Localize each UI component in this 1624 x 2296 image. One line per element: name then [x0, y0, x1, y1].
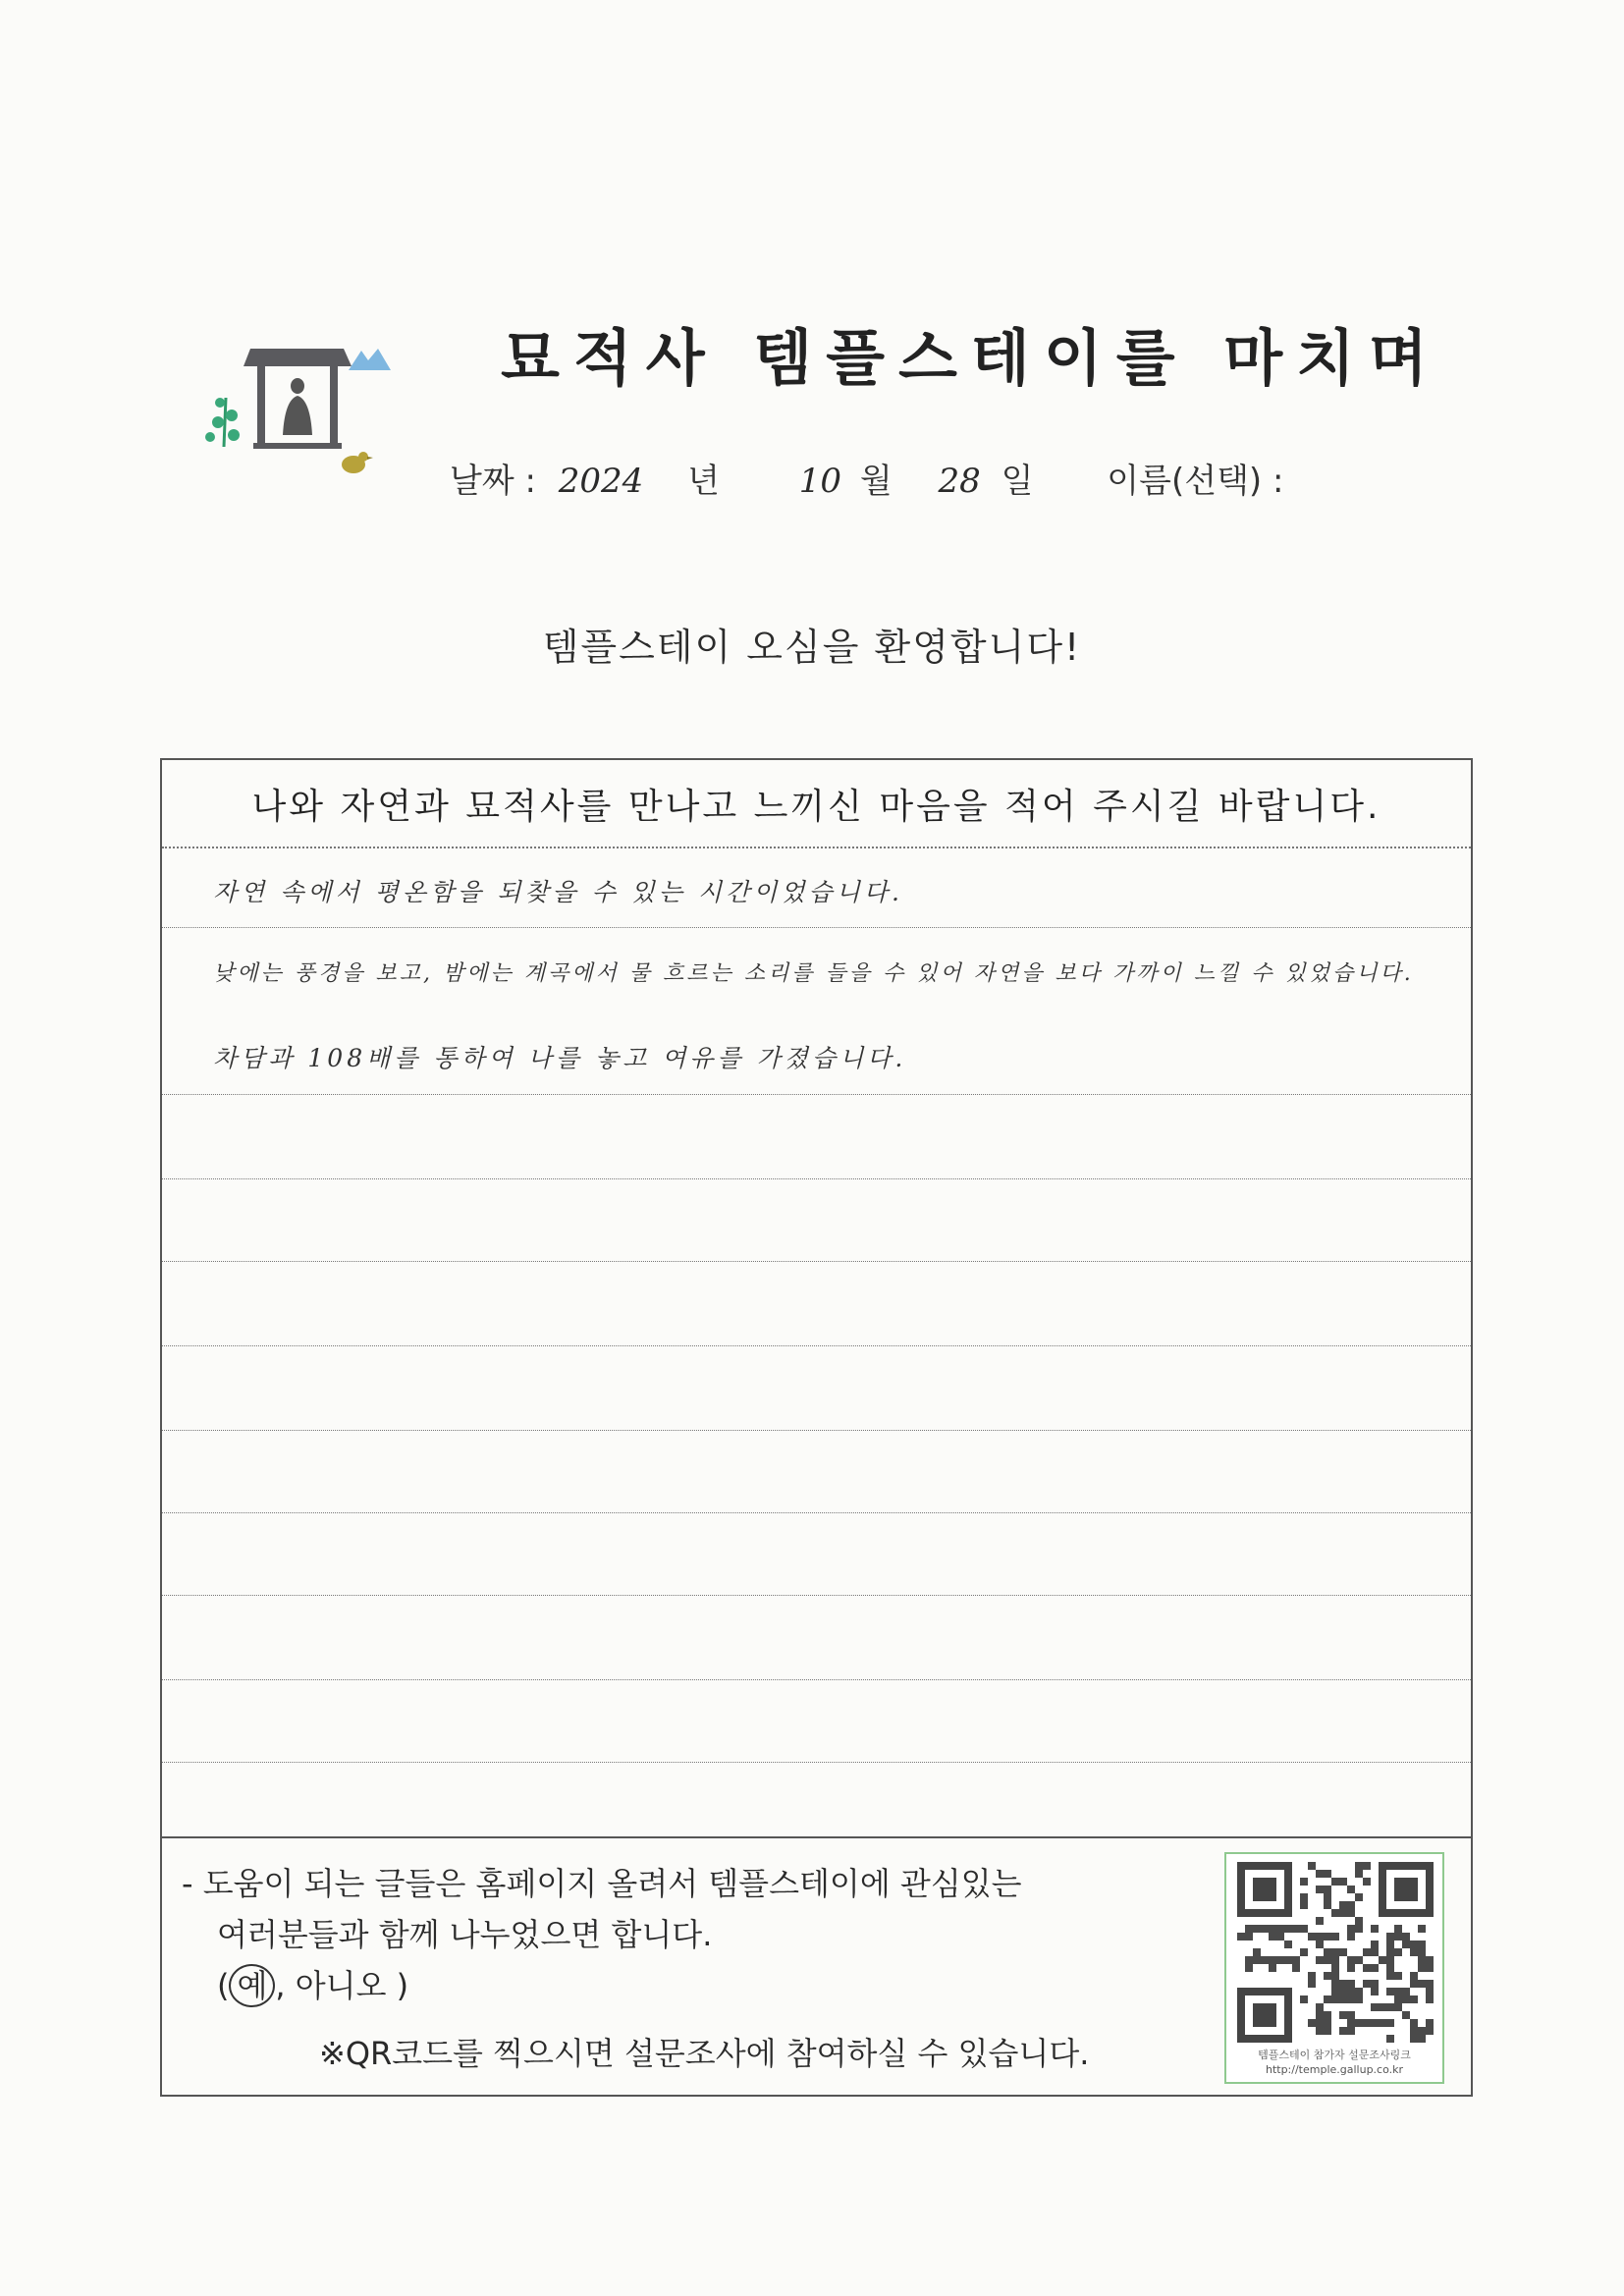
name-label: 이름(선택) : [1107, 462, 1284, 501]
date-label: 날짜 : [450, 462, 536, 501]
page-title: 묘적사 템플스테이를 마치며 [501, 322, 1441, 394]
reflection-form [160, 758, 1473, 2097]
ruled-line [162, 1762, 1471, 1763]
ruled-line [162, 1679, 1471, 1680]
ruled-line [162, 1345, 1471, 1346]
form-prompt: 나와 자연과 묘적사를 만나고 느끼신 마음을 적어 주시길 바랍니다. [162, 760, 1471, 848]
year-unit: 년 [687, 462, 720, 501]
consent-line-1: - 도움이 되는 글들은 홈페이지 올려서 템플스테이에 관심있는 [182, 1865, 1022, 1902]
consent-options [182, 1960, 1164, 2011]
welcome-message: 템플스테이 오심을 환영합니다! [542, 626, 1082, 669]
ruled-line [162, 1430, 1471, 1431]
qr-note: ※QR코드를 찍으시면 설문조사에 참여하실 수 있습니다. [319, 2035, 1090, 2072]
temple-logo-icon [196, 329, 393, 486]
ruled-line [162, 1512, 1471, 1513]
qr-url: http://temple.gallup.co.kr [1265, 2063, 1404, 2076]
ruled-line [162, 1595, 1471, 1596]
date-year-value: 2024 [558, 462, 644, 501]
survey-qr-code[interactable] [1224, 1852, 1444, 2084]
qr-code-icon [1237, 1862, 1434, 2043]
ruled-line [162, 1261, 1471, 1262]
ruled-line [162, 927, 1471, 928]
day-unit: 일 [1001, 462, 1034, 501]
footer-divider [162, 1836, 1471, 1838]
date-line [450, 454, 1283, 502]
date-month-value: 10 [798, 462, 842, 501]
ruled-line [162, 1094, 1471, 1095]
date-day-value: 28 [938, 462, 981, 501]
sharing-consent [182, 1858, 1164, 2011]
entry-line-1: 자연 속에서 평온함을 되찾을 수 있는 시간이었습니다. [213, 878, 903, 906]
entry-line-3: 차담과 108배를 통하여 나를 놓고 여유를 가졌습니다. [213, 1044, 907, 1072]
option-no[interactable]: , 아니오 ) [275, 1967, 409, 2004]
consent-line-2: 여러분들과 함께 나누었으면 합니다. [217, 1916, 713, 1953]
option-yes[interactable]: 예 [229, 1964, 275, 2007]
qr-caption: 템플스테이 참가자 설문조사링크 [1258, 2049, 1411, 2061]
entry-line-2: 낮에는 풍경을 보고, 밤에는 계곡에서 물 흐르는 소리를 들을 수 있어 자연을 보다 가까이 느낄 수 있었습니다. [213, 961, 1414, 986]
ruled-line [162, 1178, 1471, 1179]
month-unit: 월 [859, 462, 893, 501]
options-open-paren: ( [217, 1967, 230, 2004]
